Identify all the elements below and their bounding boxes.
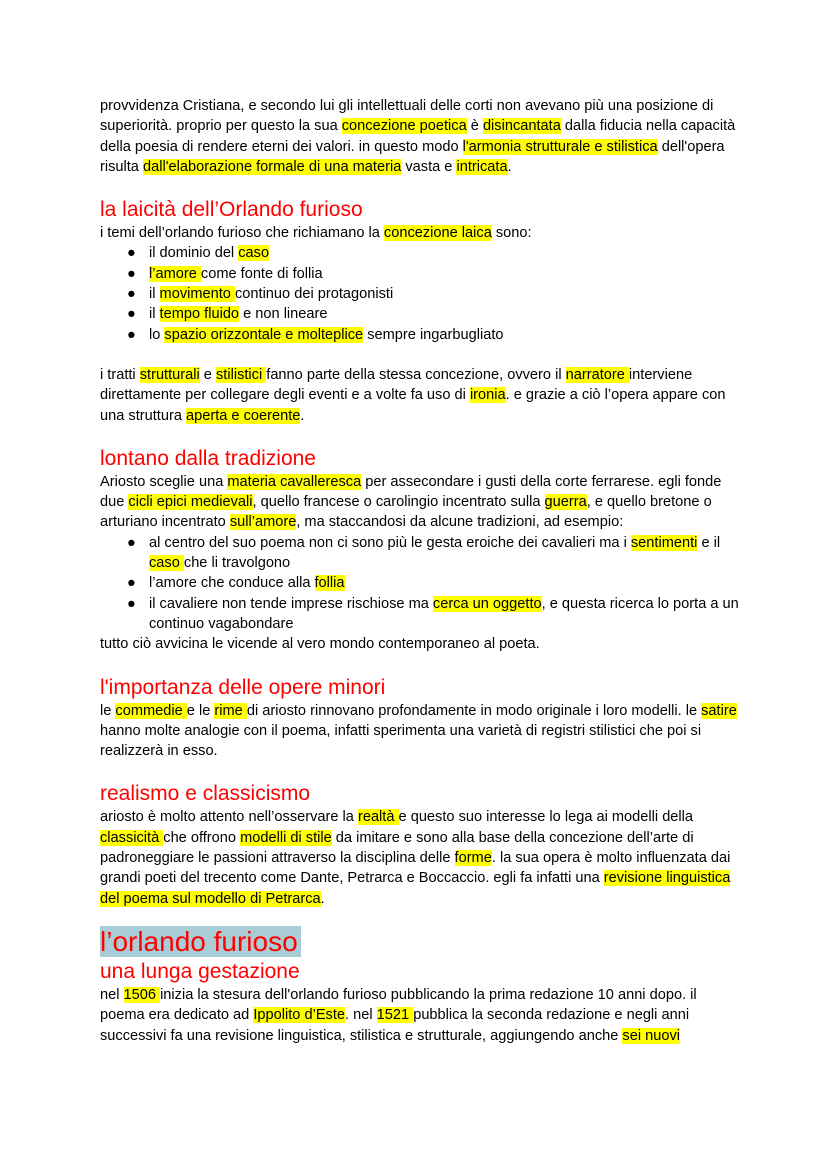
- text-run: il cavaliere non tende imprese rischiose ma: [149, 595, 433, 612]
- highlighted-text: concezione poetica: [341, 118, 467, 135]
- text-run: come fonte di follia: [200, 265, 323, 282]
- bullet-icon: ●: [127, 326, 136, 343]
- highlighted-text: satire: [701, 702, 737, 719]
- text-run: e questo suo interesse lo lega ai modelli della: [398, 809, 694, 826]
- text-run: nel: [100, 986, 124, 1003]
- list-item: [100, 533, 740, 574]
- section-heading-realismo: realismo e classicismo: [100, 782, 311, 806]
- text-run: e le: [186, 702, 215, 719]
- highlighted-text: movimento: [159, 286, 235, 303]
- section-paragraph: [100, 365, 740, 426]
- text-run: hanno molte analogie con il poema, infatti sperimenta una varietà di registri stilistici che poi si realizzerà in esso.: [100, 722, 702, 760]
- text-run: e: [199, 366, 216, 383]
- text-run: che li travolgono: [183, 555, 291, 572]
- text-run: provvidenza Cristiana, e secondo lui gli intellettuali delle corti non avevano più una posizione di superiorità. proprio per questo la sua: [100, 98, 714, 135]
- text-run: il dominio del: [149, 245, 239, 262]
- highlighted-text: narratore: [565, 366, 629, 383]
- document-page: [100, 96, 740, 1046]
- text-run: .: [507, 158, 512, 175]
- list-item: [100, 264, 740, 284]
- highlighted-text: spazio orizzontale e molteplice: [164, 326, 364, 343]
- text-run: al centro del suo poema non ci sono più le gesta eroiche dei cavalieri ma i: [149, 534, 631, 551]
- text-run: , e quello bretone o arturiano incentrato: [100, 494, 712, 531]
- bullet-icon: ●: [127, 534, 136, 551]
- spacer: [100, 909, 740, 925]
- list-item: [100, 573, 740, 593]
- text-run: che offrono: [163, 829, 241, 846]
- text-run: , quello francese o carolingio incentrato sulla: [252, 494, 545, 511]
- list-item: [100, 594, 740, 635]
- highlighted-text: strutturali: [139, 366, 200, 383]
- text-run: . nel: [345, 1007, 377, 1024]
- text-run: , e questa ricerca lo porta a un continuo vagabondare: [149, 595, 739, 632]
- text-run: i temi dell’orlando furioso che richiamano la: [100, 225, 384, 242]
- chapter-title: [100, 925, 301, 959]
- text-run: sempre ingarbugliato: [363, 326, 504, 343]
- section-heading-tradizione: lontano dalla tradizione: [100, 446, 316, 470]
- text-run: ariosto è molto attento nell’osservare la: [100, 809, 358, 826]
- text-run: inizia la stesura dell'orlando furioso pubblicando la prima redazione 10 anni dopo. il poema era dedicato ad: [100, 986, 697, 1024]
- highlighted-text: l'armonia strutturale e stilistica: [462, 138, 658, 155]
- highlighted-text: 1506: [123, 986, 161, 1003]
- list-item: [100, 243, 740, 263]
- text-run: è: [466, 118, 483, 135]
- highlighted-text: aperta e coerente: [186, 407, 301, 424]
- spacer: [100, 761, 740, 781]
- highlighted-text: forme: [454, 850, 492, 867]
- text-run: l’amore che conduce alla: [149, 575, 315, 592]
- bullet-icon: ●: [127, 575, 136, 592]
- spacer: [100, 345, 740, 365]
- highlighted-text: Ippolito d’Este: [253, 1007, 346, 1024]
- bullet-list: [100, 243, 740, 344]
- highlighted-text: stilistici: [215, 366, 267, 383]
- text-run: da imitare e sono alla base della concezione dell’arte di padroneggiare le passioni attraverso la disciplina delle: [100, 829, 694, 867]
- highlighted-text: concezione laica: [383, 225, 492, 242]
- highlighted-text: ironia: [469, 387, 506, 404]
- highlighted-text: sentimenti: [630, 534, 698, 551]
- section-heading-laicita: la laicità dell’Orlando furioso: [100, 198, 363, 222]
- text-run: tutto ciò avvicina le vicende al vero mondo contemporaneo al poeta.: [100, 636, 540, 653]
- highlighted-text: realtà: [357, 809, 399, 826]
- highlighted-text: intricata: [456, 158, 508, 175]
- text-run: pubblica la seconda redazione e negli anni successivi fa una revisione linguistica, stilistica e strutturale, aggiungendo anche: [100, 1007, 690, 1044]
- text-run: .: [300, 407, 305, 424]
- intro-paragraph: [100, 96, 740, 177]
- section-lead: [100, 472, 740, 533]
- text-run: fanno parte della stessa concezione, ovvero il: [266, 366, 566, 383]
- highlighted-text: guerra: [544, 494, 587, 511]
- highlighted-text: dall'elaborazione formale di una materia: [142, 158, 402, 175]
- highlighted-text: l’amore: [149, 265, 201, 282]
- bullet-icon: ●: [127, 286, 136, 303]
- section-lead: [100, 701, 740, 762]
- text-run: il: [149, 306, 160, 323]
- text-run: i tratti: [100, 366, 140, 383]
- highlighted-text: sull’amore: [229, 514, 297, 531]
- bullet-icon: ●: [127, 595, 136, 612]
- section-lead: [100, 223, 740, 243]
- text-run: il: [149, 286, 160, 303]
- highlighted-text: 1521: [376, 1007, 414, 1024]
- highlighted-text: materia cavalleresca: [227, 473, 362, 490]
- text-run: . e grazie a ciò l’opera appare con una struttura: [100, 387, 726, 424]
- spacer: [100, 426, 740, 446]
- highlighted-text: caso: [149, 555, 184, 572]
- text-run: dalla fiducia nella capacità della poesia di rendere eterni dei valori. in questo modo: [100, 118, 736, 155]
- text-run: dell'opera risulta: [100, 138, 725, 175]
- highlighted-text: modelli di stile: [240, 829, 332, 846]
- text-run: interviene direttamente per collegare degli eventi e a volte fa uso di: [100, 366, 693, 404]
- text-run: continuo dei protagonisti: [234, 286, 394, 303]
- highlighted-text: disincantata: [482, 118, 561, 135]
- spacer: [100, 177, 740, 197]
- highlighted-text: sei nuovi: [622, 1027, 681, 1044]
- list-item: [100, 304, 740, 324]
- bullet-icon: ●: [127, 265, 136, 282]
- chapter-title-text: l’orlando furioso: [100, 926, 301, 957]
- text-run: , ma staccandosi da alcune tradizioni, ad esempio:: [296, 514, 624, 531]
- highlighted-text: rime: [214, 702, 247, 719]
- text-run: per assecondare i gusti della corte ferrarese. egli fonde due: [100, 473, 722, 511]
- list-item: [100, 325, 740, 345]
- text-run: e il: [697, 534, 721, 551]
- text-run: sono:: [491, 225, 532, 242]
- spacer: [100, 655, 740, 675]
- bullet-icon: ●: [127, 245, 136, 262]
- highlighted-text: cerca un oggetto: [432, 595, 542, 612]
- list-item: [100, 284, 740, 304]
- highlighted-text: tempo fluido: [159, 306, 240, 323]
- section-paragraph: [100, 634, 740, 654]
- text-run: lo: [149, 326, 165, 343]
- chapter-paragraph: [100, 985, 740, 1046]
- text-run: le: [100, 702, 116, 719]
- bullet-icon: ●: [127, 306, 136, 323]
- highlighted-text: revisione linguistica del poema sul modello di Petrarca: [100, 870, 731, 907]
- chapter-subheading: una lunga gestazione: [100, 959, 300, 983]
- highlighted-text: commedie: [115, 702, 187, 719]
- text-run: e non lineare: [239, 306, 328, 323]
- highlighted-text: follia: [314, 575, 345, 592]
- highlighted-text: caso: [238, 245, 270, 262]
- highlighted-text: classicità: [100, 829, 164, 846]
- text-run: di ariosto rinnovano profondamente in modo originale i loro modelli. le: [246, 702, 702, 719]
- highlighted-text: cicli epici medievali: [128, 494, 253, 511]
- text-run: vasta e: [401, 158, 457, 175]
- section-lead: [100, 807, 740, 908]
- text-run: . la sua opera è molto influenzata dai grandi poeti del trecento come Dante, Petrarca e Boccaccio. egli fa infatti una: [100, 850, 731, 887]
- text-run: .: [320, 890, 325, 907]
- bullet-list: [100, 533, 740, 634]
- text-run: Ariosto sceglie una: [100, 473, 228, 490]
- section-heading-opere-minori: l'importanza delle opere minori: [100, 675, 386, 699]
